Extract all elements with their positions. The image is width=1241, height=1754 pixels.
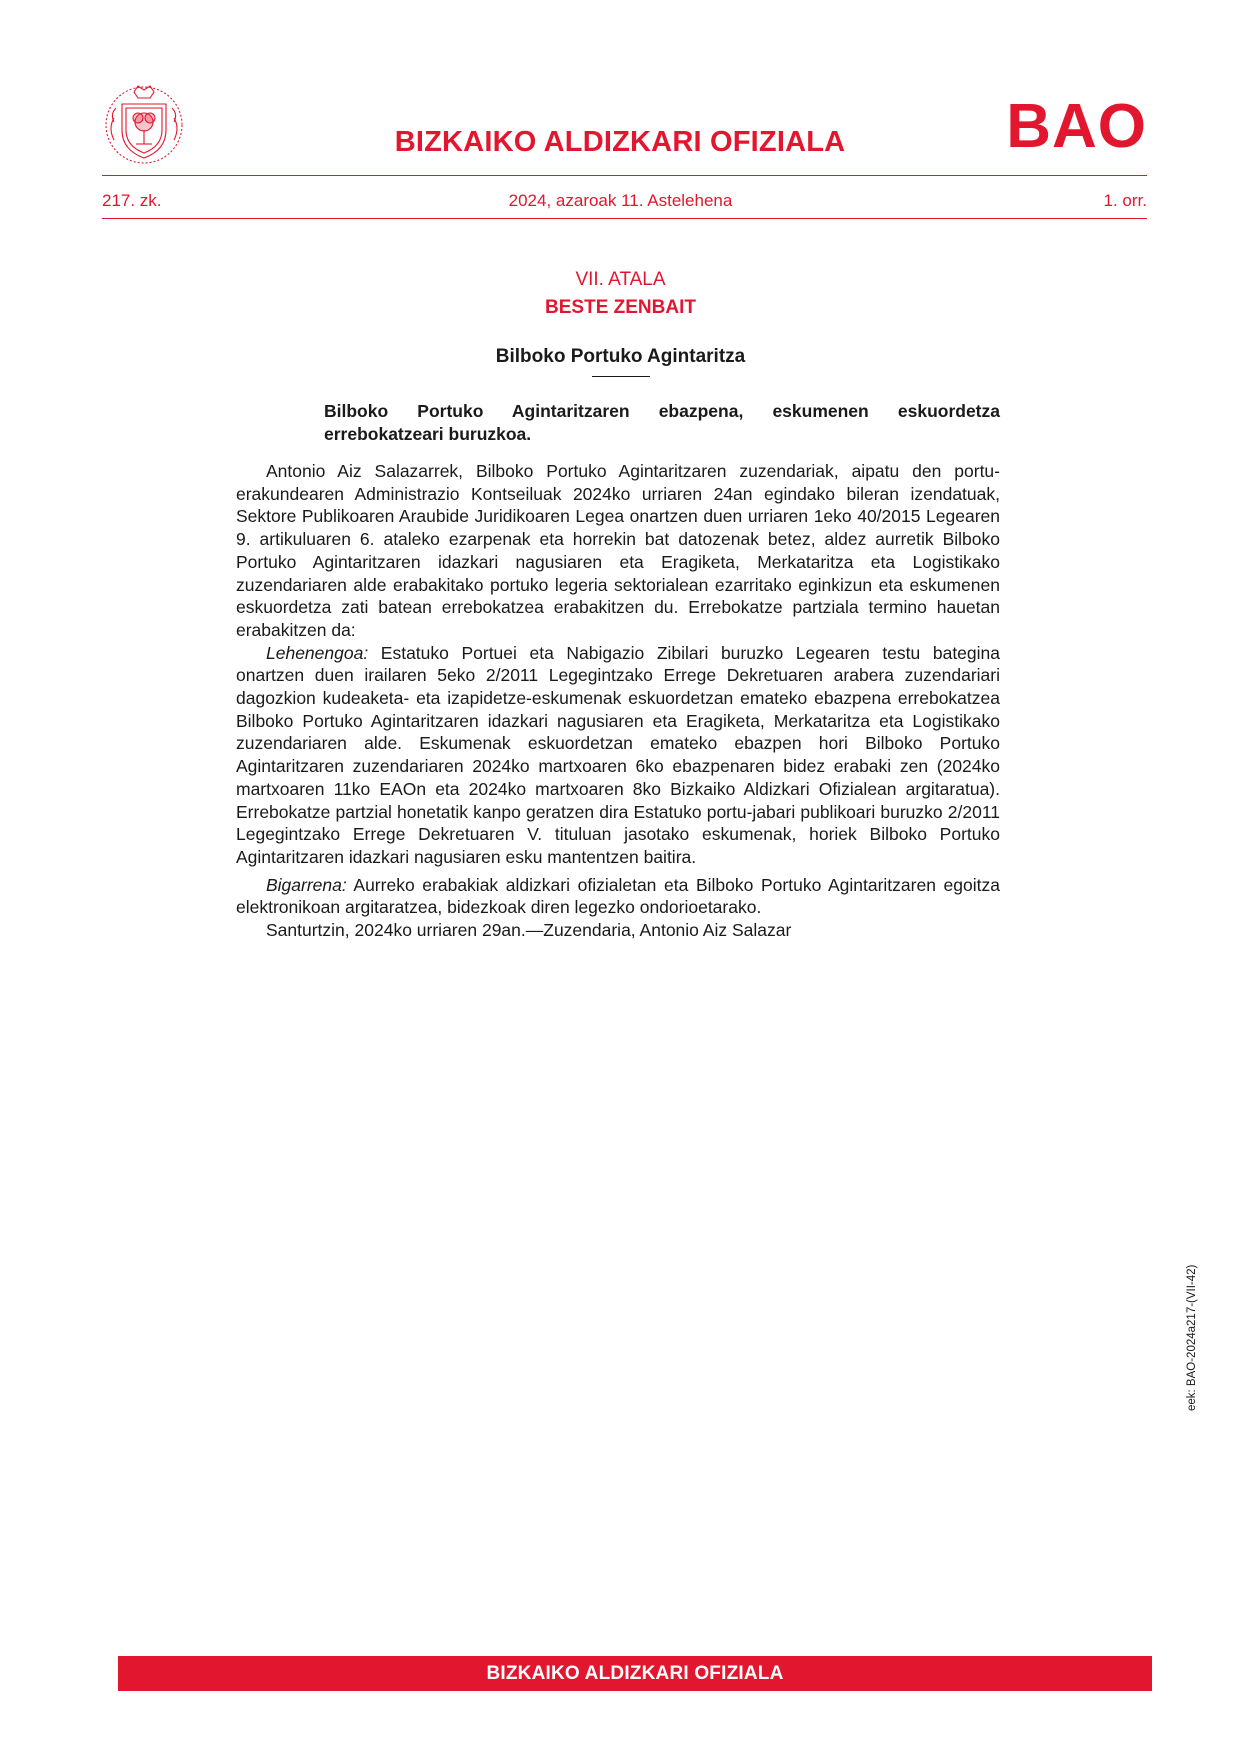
- intro-paragraph: Antonio Aiz Salazarrek, Bilboko Portuko Agintaritzaren zuzendariak, aipatu den portu-erakundearen Administrazio Kontseiluak 2024ko urriaren 24an egindako bileran izendatuak, Sektore Publikoaren Araubide Juridikoaren Legea onartzen duen urriaren 1eko 40/2015 Legearen 9. artikuluaren 6. ataleko ezarpenak eta horrekin bat datozenak betez, aldez aurretik Bilboko Portuko Agintaritzaren idazkari nagusiaren eta Eragiketa, Merkataritza eta Logistikako zuzendariaren alde erabakitako portuko legeria sektorialean ezarritako eginkizun eta eskumenen eskuordetza zati batean errebokatzea erabakitzen du. Errebokatze partziala termino hauetan erabakitzen da:: [236, 461, 1000, 640]
- document-heading: Bilboko Portuko Agintaritzaren ebazpena, eskumenen eskuordetza errebokatzeari buruzkoa.: [324, 401, 1000, 444]
- organization-divider: [592, 376, 650, 377]
- second-resolution-lead: Bigarrena:: [266, 874, 347, 895]
- second-resolution-text: Aurreko erabakiak aldizkari ofizialetan eta Bilboko Portuko Agintaritzaren egoitza elektronikoan argitaratzea, bidezkoak diren legezko ondorioetarako.: [236, 874, 1000, 918]
- footer-band: [118, 1656, 1152, 1691]
- section-label: VII. ATALA: [575, 269, 666, 290]
- masthead-divider-bottom: [102, 218, 1147, 219]
- page-number: 1. orr.: [1103, 191, 1147, 210]
- document-code: eek: BAO-2024a217-(VII-42): [1186, 1264, 1198, 1411]
- document-body: [236, 460, 1000, 947]
- footer-title: BIZKAIKO ALDIZKARI OFIZIALA: [486, 1662, 784, 1684]
- masthead-title: BIZKAIKO ALDIZKARI OFIZIALA: [394, 126, 846, 158]
- first-resolution-lead: Lehenengoa:: [266, 642, 369, 663]
- issue-number: 217. zk.: [102, 191, 162, 210]
- issue-date: 2024, azaroak 11. Astelehena: [508, 191, 733, 210]
- masthead-divider-top: [102, 175, 1147, 176]
- signature-line: Santurtzin, 2024ko urriaren 29an.—Zuzendaria, Antonio Aiz Salazar: [266, 920, 792, 941]
- organization-name: Bilboko Portuko Agintaritza: [495, 346, 746, 367]
- first-resolution-text: Estatuko Portuei eta Nabigazio Zibilari buruzko Legearen testu bategina onartzen duen irailaren 5eko 2/2011 Legegintzako Errege Dekretuaren arabera zuzendariari dagozkion kudeaketa- eta izapidetze-eskumenak eskuordetzan emateko ebazpena errebokatzea Bilboko Portuko Agintaritzaren idazkari nagusiaren eta Eragiketa, Merkataritza eta Logistikako zuzendariaren alde. Eskumenak eskuordetzan emateko ebazpen hori Bilboko Portuko Agintaritzaren zuzendariaren 2024ko martxoaren 6ko ebazpenaren bidez erabaki zen (2024ko martxoaren 11ko EAOn eta 2024ko martxoaren 8ko Bizkaiko Aldizkari Ofizialean argitaratua). Errebokatze partzial honetatik kanpo geratzen dira Estatuko portu-jabari publikoari buruzko 2/2011 Legegintzako Errege Dekretuaren V. tituluan jasotako eskumenak, horiek Bilboko Portuko Agintaritzaren idazkari nagusiaren esku mantentzen baitira.: [236, 642, 1000, 867]
- first-resolution-paragraph: [236, 642, 1000, 869]
- section-name: BESTE ZENBAIT: [545, 297, 696, 318]
- masthead-acronym: BAO: [1006, 92, 1147, 161]
- bizkaia-coat-of-arms-icon: [100, 78, 188, 166]
- second-resolution-paragraph: [236, 874, 1000, 919]
